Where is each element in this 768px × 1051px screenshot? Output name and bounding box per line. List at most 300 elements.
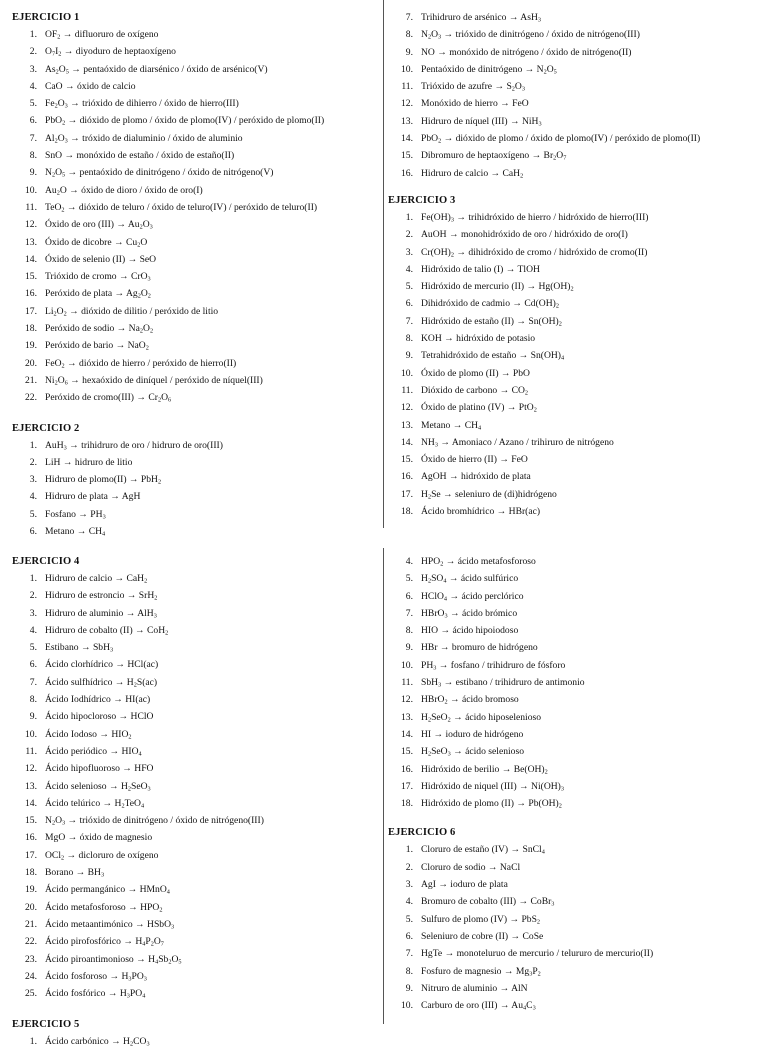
section-title: EJERCICIO 2 <box>12 422 80 434</box>
section-title: EJERCICIO 5 <box>12 1019 80 1031</box>
list-item <box>12 899 378 916</box>
item-number: 2. <box>29 46 37 58</box>
item-text: Peróxido de plata → $Ag_2O_2$ <box>45 288 151 300</box>
item-text: Seleniuro de cobre (II) → CoSe <box>421 930 544 942</box>
item-number: 17. <box>401 780 413 792</box>
item-text: $H_2SeO_2$ → ácido hiposelenioso <box>421 711 542 724</box>
section-title: EJERCICIO 4 <box>12 556 80 567</box>
item-number: 2. <box>405 861 413 873</box>
item-text: Cloruro de sodio → NaCl <box>421 861 521 873</box>
item-text: Peróxido de sodio → $Na_2O_2$ <box>45 323 154 335</box>
list-item <box>388 399 764 416</box>
item-text: Hidruro de aluminio → AlH$_3$ <box>45 607 157 620</box>
page1-left-column <box>12 11 378 540</box>
section-title: EJERCICIO 1 <box>12 12 80 23</box>
item-number: 14. <box>25 253 37 265</box>
item-number: 11. <box>401 384 413 396</box>
list-item <box>388 61 764 78</box>
item-number: 21. <box>25 918 37 930</box>
item-number: 2. <box>29 590 37 602</box>
exercise-list <box>388 553 764 812</box>
list-item <box>388 674 764 691</box>
list-item <box>12 251 378 268</box>
item-text: Óxido de plomo (II) → PbO <box>421 367 530 379</box>
item-text: $H_2Se$ → seleniuro de (di)hidrógeno <box>421 488 557 501</box>
list-item <box>388 44 764 61</box>
item-number: 5. <box>29 642 37 654</box>
item-text: Óxido de oro $(III) \to Au_2O_3$ <box>45 219 153 231</box>
item-number: 11. <box>401 677 413 689</box>
item-number: 10. <box>25 728 37 740</box>
item-number: 10. <box>401 63 413 75</box>
item-number: 2. <box>29 456 37 468</box>
item-text: Ácido telúrico → $H_2TeO_4$ <box>45 797 145 810</box>
section-ejercicio-2 <box>12 422 378 541</box>
list-item <box>12 199 378 216</box>
exercise-list <box>388 841 764 1014</box>
item-text: $N_2O_3$ → trióxido de dinitrógeno / óxido de nitrógeno(III) <box>421 29 640 41</box>
item-number: 16. <box>401 763 413 775</box>
item-text: $Ni_2O_6$ → hexaóxido de diníquel / peróxido de níquel(III) <box>45 374 263 387</box>
item-text: TeO$_2$ → dióxido de teluro / óxido de teluro(IV) / peróxido de teluro(II) <box>45 201 318 214</box>
page2-right-column <box>388 553 764 1014</box>
item-number: 9. <box>29 711 37 723</box>
section-ejercicio-6 <box>388 826 764 1014</box>
list-item <box>388 709 764 726</box>
list-item <box>12 933 378 950</box>
item-number: 13. <box>401 419 413 431</box>
item-number: 9. <box>405 350 413 362</box>
item-number: 6. <box>405 298 413 310</box>
item-number: 1. <box>29 1036 37 1048</box>
list-item <box>12 216 378 233</box>
item-number: 10. <box>401 1000 413 1012</box>
item-number: 14. <box>401 728 413 740</box>
item-text: AgOH → hidróxido de plata <box>421 471 531 483</box>
item-text: $Cr(OH)_2$ → dihidróxido de cromo / hidróxido de cromo(II) <box>421 246 648 259</box>
list-item <box>388 9 764 26</box>
item-text: Sulfuro de plomo (IV) → PbS$_2$ <box>421 913 541 926</box>
list-item <box>12 656 378 673</box>
item-number: 6. <box>405 590 413 602</box>
item-number: 23. <box>25 953 37 965</box>
item-number: 20. <box>25 901 37 913</box>
item-number: 4. <box>405 556 413 567</box>
list-item <box>388 778 764 795</box>
item-number: 12. <box>401 98 413 110</box>
list-item <box>12 506 378 523</box>
item-number: 7. <box>405 315 413 327</box>
exercise-list <box>12 437 378 541</box>
item-number: 5. <box>405 913 413 925</box>
item-number: 13. <box>401 115 413 127</box>
item-text: LiH → hidruro de litio <box>45 456 133 468</box>
list-item <box>12 881 378 898</box>
item-number: 4. <box>405 263 413 275</box>
item-text: AuOH → monohidróxido de oro / hidróxido de oro(I) <box>421 229 628 241</box>
item-number: 1. <box>29 439 37 451</box>
item-number: 2. <box>405 229 413 241</box>
item-number: 18. <box>25 867 37 879</box>
list-item <box>388 130 764 147</box>
column-divider-bottom <box>383 548 384 1024</box>
list-item <box>12 570 378 587</box>
item-number: 10. <box>401 367 413 379</box>
item-number: 19. <box>25 340 37 352</box>
item-number: 16. <box>401 471 413 483</box>
section-ejercicio-3 <box>388 194 764 520</box>
item-number: 1. <box>29 29 37 40</box>
item-number: 15. <box>25 271 37 283</box>
list-item <box>388 928 764 945</box>
item-number: 14. <box>25 797 37 809</box>
exercise-list <box>388 9 764 182</box>
exercise-list <box>12 26 378 407</box>
item-text: Ácido selenioso → $H_2SeO_3$ <box>45 780 151 793</box>
item-number: 3. <box>29 474 37 486</box>
list-item <box>12 523 378 540</box>
section-ejercicio-2-continued <box>388 9 764 182</box>
item-text: Ácido carbónico → $H_2CO_3$ <box>45 1036 150 1048</box>
item-number: 15. <box>401 454 413 466</box>
item-text: HClO$_4$ → ácido perclórico <box>421 590 524 603</box>
item-number: 7. <box>405 948 413 960</box>
item-text: HgTe → monoteluruo de mercurio / telururo de mercurio(II) <box>421 948 654 960</box>
item-text: SbH$_3$ → estibano / trihidruro de antimonio <box>421 677 585 689</box>
item-text: $H_2SeO_3$ → ácido selenioso <box>421 746 524 758</box>
list-item <box>388 95 764 112</box>
list-item <box>388 893 764 910</box>
list-item <box>12 182 378 199</box>
list-item <box>12 916 378 933</box>
item-number: 3. <box>29 63 37 75</box>
list-item <box>12 320 378 337</box>
section-ejercicio-1 <box>12 11 378 407</box>
list-item <box>12 605 378 622</box>
list-item <box>388 553 764 570</box>
item-number: 25. <box>25 988 37 1000</box>
item-number: 8. <box>405 29 413 41</box>
item-text: $NH_3$ → Amoniaco / Azano / trihiruro de nitrógeno <box>421 436 614 449</box>
item-text: $Fe(OH)_3$ → trihidróxido de hierro / hidróxido de hierro(III) <box>421 211 649 224</box>
list-item <box>12 691 378 708</box>
list-item <box>388 859 764 876</box>
item-number: 1. <box>29 573 37 584</box>
list-item <box>388 26 764 43</box>
item-number: 13. <box>25 780 37 792</box>
item-number: 6. <box>29 659 37 671</box>
item-number: 16. <box>25 832 37 844</box>
item-text: HBr → bromuro de hidrógeno <box>421 642 538 654</box>
list-item <box>388 451 764 468</box>
item-text: $As_2O_5$ → pentaóxido de diarsénico / óxido de arsénico(V) <box>45 63 268 76</box>
list-item <box>12 951 378 968</box>
list-item <box>388 347 764 364</box>
item-text: Hidróxido de estaño $(II) \to Sn(OH)_2$ <box>421 315 562 328</box>
item-text: $OF_2$ → difluoruro de oxígeno <box>45 29 159 41</box>
item-number: 21. <box>25 374 37 386</box>
item-number: 17. <box>401 488 413 500</box>
item-text: Pentaóxido de dinitrógeno → $N_2O_5$ <box>421 63 557 76</box>
list-item <box>388 330 764 347</box>
item-number: 7. <box>29 132 37 144</box>
list-item <box>388 278 764 295</box>
item-text: $Au_2O$ → óxido de dioro / óxido de oro(I) <box>45 184 203 197</box>
item-number: 4. <box>29 80 37 92</box>
list-item <box>12 985 378 1002</box>
list-item <box>12 285 378 302</box>
item-number: 12. <box>25 763 37 775</box>
item-number: 8. <box>405 333 413 345</box>
item-number: 6. <box>29 526 37 538</box>
item-number: 16. <box>401 167 413 179</box>
list-item <box>388 691 764 708</box>
list-item <box>388 503 764 520</box>
item-number: 13. <box>25 236 37 248</box>
list-item <box>388 980 764 997</box>
list-item <box>388 588 764 605</box>
list-item <box>388 417 764 434</box>
item-number: 19. <box>25 884 37 896</box>
section-ejercicio-5 <box>12 1018 378 1050</box>
exercise-list <box>388 209 764 520</box>
item-text: Ácido sulfhídrico → $H_2S(ac)$ <box>45 676 158 689</box>
item-number: 10. <box>25 184 37 196</box>
list-item <box>12 164 378 181</box>
list-item <box>12 268 378 285</box>
item-number: 1. <box>405 211 413 223</box>
item-text: Tetrahidróxido de estaño → $Sn(OH)_4$ <box>421 350 565 362</box>
item-number: 11. <box>401 81 413 93</box>
list-item <box>12 95 378 112</box>
item-text: Dihidróxido de cadmio → $Cd(OH)_2$ <box>421 298 559 310</box>
list-item <box>12 488 378 505</box>
item-text: HIO → ácido hipoiodoso <box>421 625 519 637</box>
item-text: Estibano → SbH$_3$ <box>45 642 114 654</box>
list-item <box>12 968 378 985</box>
item-text: Ácido fosforoso → $H_3PO_3$ <box>45 970 147 983</box>
item-text: HI → ioduro de hidrógeno <box>421 728 524 740</box>
list-item <box>388 113 764 130</box>
item-number: 18. <box>401 506 413 518</box>
list-item <box>12 864 378 881</box>
item-text: Bromuro de cobalto (III) → CoBr$_3$ <box>421 896 555 908</box>
item-number: 18. <box>401 798 413 810</box>
item-number: 8. <box>405 625 413 637</box>
item-number: 12. <box>401 694 413 706</box>
item-text: HBrO$_2$ → ácido bromoso <box>421 694 519 706</box>
list-item <box>388 244 764 261</box>
item-number: 4. <box>405 896 413 908</box>
list-item <box>388 261 764 278</box>
item-number: 1. <box>405 844 413 856</box>
item-text: $HPO_2$ → ácido metafosforoso <box>421 556 536 568</box>
item-text: Ácido pirofosfórico → $H_4P_2O_7$ <box>45 936 164 948</box>
exercise-list <box>12 1033 378 1050</box>
item-number: 15. <box>401 746 413 758</box>
item-number: 3. <box>405 879 413 891</box>
column-divider-top <box>383 0 384 528</box>
item-number: 15. <box>401 150 413 162</box>
item-number: 4. <box>29 491 37 503</box>
list-item <box>12 234 378 251</box>
list-item <box>388 743 764 760</box>
item-text: SnO → monóxido de estaño / óxido de estaño(II) <box>45 150 235 162</box>
page2-left-column <box>12 555 378 1051</box>
item-number: 5. <box>29 508 37 520</box>
item-text: Hidruro de plata → AgH <box>45 491 141 503</box>
item-text: $PH_3$ → fosfano / trihidruro de fósforo <box>421 659 566 672</box>
item-text: Hidróxido de niquel $(III) \to Ni(OH)_3$ <box>421 780 564 793</box>
section-title: EJERCICIO 6 <box>388 827 456 839</box>
list-item <box>12 147 378 164</box>
item-number: 17. <box>25 305 37 317</box>
item-number: 5. <box>29 98 37 110</box>
item-number: 3. <box>29 607 37 619</box>
section-title: EJERCICIO 3 <box>388 194 456 206</box>
item-number: 5. <box>405 281 413 293</box>
item-text: Ácido periódico → $HIO_4$ <box>45 745 142 758</box>
item-text: Peróxido de bario → NaO$_2$ <box>45 340 149 352</box>
item-number: 6. <box>405 930 413 942</box>
item-number: 9. <box>405 982 413 994</box>
item-number: 22. <box>25 936 37 948</box>
list-item <box>388 165 764 182</box>
item-text: Hidróxido de talio (I) → TlOH <box>421 263 540 275</box>
list-item <box>388 997 764 1014</box>
item-number: 17. <box>25 849 37 861</box>
list-item <box>12 760 378 777</box>
item-text: Cloruro de estaño (IV) → SnCl$_4$ <box>421 844 545 856</box>
item-text: Carburo de oro $(III) \to Au_4C_3$ <box>421 1000 536 1012</box>
list-item <box>12 61 378 78</box>
list-item <box>388 605 764 622</box>
list-item <box>388 486 764 503</box>
item-number: 24. <box>25 970 37 982</box>
list-item <box>388 147 764 164</box>
list-item <box>388 761 764 778</box>
list-item <box>12 454 378 471</box>
list-item <box>12 389 378 406</box>
list-item <box>12 337 378 354</box>
item-text: Trihidruro de arsénico → AsH$_3$ <box>421 12 542 24</box>
list-item <box>388 313 764 330</box>
list-item <box>12 43 378 60</box>
item-text: Óxido de platino (IV) → PtO$_2$ <box>421 402 537 414</box>
item-number: 14. <box>401 436 413 448</box>
list-item <box>12 587 378 604</box>
list-item <box>12 726 378 743</box>
list-item <box>12 812 378 829</box>
list-item <box>388 726 764 743</box>
item-number: 15. <box>25 815 37 827</box>
list-item <box>12 78 378 95</box>
section-ejercicio-4 <box>12 555 378 1002</box>
list-item <box>388 570 764 587</box>
item-text: PbO$_2$ → dióxido de plomo / óxido de plomo(IV) / peróxido de plomo(II) <box>45 115 325 128</box>
list-item <box>12 829 378 846</box>
item-number: 3. <box>405 246 413 258</box>
list-item <box>388 911 764 928</box>
list-item <box>388 639 764 656</box>
list-item <box>12 355 378 372</box>
list-item <box>388 468 764 485</box>
item-number: 9. <box>405 642 413 654</box>
item-text: Hidruro de plomo(II) → PbH$_2$ <box>45 474 162 486</box>
list-item <box>388 78 764 95</box>
item-number: 16. <box>25 288 37 300</box>
item-text: Monóxido de hierro → FeO <box>421 98 529 110</box>
list-item <box>388 365 764 382</box>
list-item <box>388 795 764 812</box>
item-text: Fosfuro de magnesio → $Mg_3P_2$ <box>421 965 541 978</box>
item-number: 9. <box>405 46 413 58</box>
item-text: $Fe_2O_3$ → trióxido de dihierro / óxido de hierro(III) <box>45 98 239 110</box>
item-number: 12. <box>25 219 37 231</box>
item-number: 4. <box>29 624 37 636</box>
item-number: 8. <box>29 150 37 162</box>
item-number: 14. <box>401 133 413 145</box>
item-number: 5. <box>405 573 413 585</box>
list-item <box>12 743 378 760</box>
item-text: HBrO$_3$ → ácido brómico <box>421 607 518 620</box>
item-text: Óxido de hierro (II) → FeO <box>421 454 528 466</box>
item-number: 22. <box>25 392 37 404</box>
item-text: Hidróxido de plomo $(II) \to Pb(OH)_2$ <box>421 798 562 810</box>
item-text: Ácido Iodoso → $HIO_2$ <box>45 728 132 741</box>
list-item <box>388 963 764 980</box>
item-text: Fosfano → $PH_3$ <box>45 508 106 521</box>
item-number: 10. <box>401 659 413 671</box>
item-text: Ácido metaantimónico → HSbO$_3$ <box>45 918 175 931</box>
item-text: $Al_2O_3$ → tróxido de dialuminio / óxido de aluminio <box>45 132 243 145</box>
item-number: 6. <box>29 115 37 127</box>
list-item <box>388 876 764 893</box>
item-number: 12. <box>401 402 413 414</box>
list-item <box>388 382 764 399</box>
list-item <box>12 303 378 320</box>
item-text: Ácido hipofluoroso → HFO <box>45 763 154 775</box>
item-text: Dióxido de carbono → $CO_2$ <box>421 384 529 397</box>
item-text: Trióxido de cromo → CrO$_3$ <box>45 271 151 283</box>
item-number: 7. <box>405 12 413 23</box>
item-number: 8. <box>405 965 413 977</box>
item-number: 9. <box>29 167 37 179</box>
list-item <box>12 372 378 389</box>
item-text: Hidruro de cobalto (II) → CoH$_2$ <box>45 624 169 637</box>
list-item <box>12 674 378 691</box>
list-item <box>12 639 378 656</box>
page1-right-column <box>388 9 764 520</box>
item-text: Ácido permangánico → HMnO$_4$ <box>45 884 170 896</box>
item-text: Nitruro de aluminio → AlN <box>421 982 528 994</box>
list-item <box>12 847 378 864</box>
item-text: AgI → ioduro de plata <box>421 879 508 891</box>
section-ejercicio-5-continued <box>388 553 764 812</box>
item-text: Ácido fosfórico → $H_3PO_4$ <box>45 988 146 1000</box>
item-text: Hidruro de calcio → CaH$_2$ <box>45 573 148 585</box>
item-number: 11. <box>25 745 37 757</box>
item-text: OCl$_2$ → dicloruro de oxígeno <box>45 849 159 862</box>
item-text: Trióxido de azufre → $S_2O_3$ <box>421 81 525 93</box>
list-item <box>12 795 378 812</box>
item-number: 13. <box>401 711 413 723</box>
item-text: AuH$_3$ → trihidruro de oro / hidruro de oro(III) <box>45 439 223 452</box>
list-item <box>12 622 378 639</box>
item-text: Peróxido de cromo(III) → $Cr_2O_6$ <box>45 392 172 404</box>
item-text: PbO$_2$ → dióxido de plomo / óxido de plomo(IV) / peróxido de plomo(II) <box>421 133 701 145</box>
item-text: Ácido clorhídrico → HCl(ac) <box>45 659 159 671</box>
